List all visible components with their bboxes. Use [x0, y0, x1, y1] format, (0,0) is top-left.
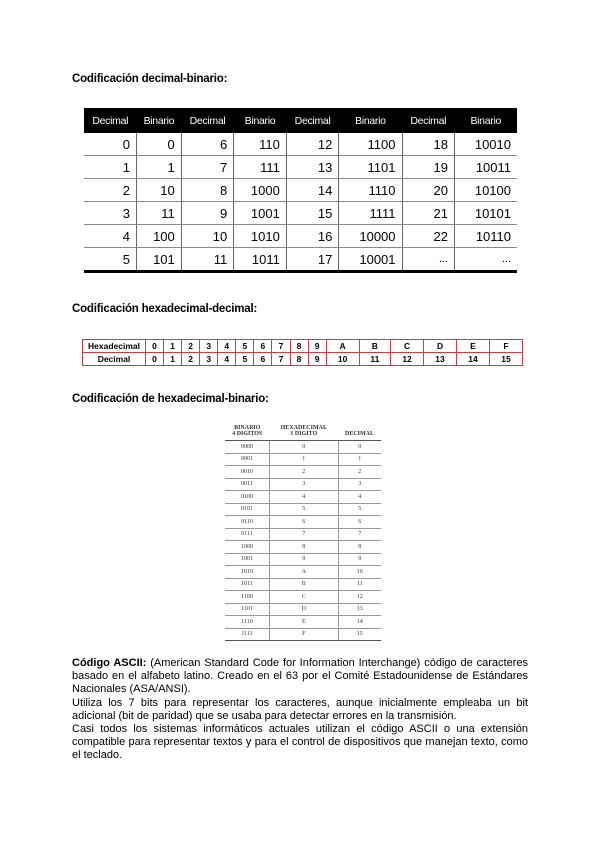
decimal-cell: 12 — [286, 133, 338, 156]
binary-cell: 10 — [136, 179, 181, 202]
hex-cell: 7 — [270, 528, 339, 541]
binary-cell: 1101 — [225, 603, 270, 616]
hex-row — [83, 340, 523, 353]
binary-cell: 1010 — [225, 566, 270, 579]
table-row — [225, 528, 381, 541]
decimal-cell: 11 — [359, 353, 390, 366]
decimal-cell: 0 — [146, 353, 164, 366]
hex-cell: 4 — [270, 491, 339, 504]
table-row — [84, 225, 517, 248]
decimal-cell: 15 — [489, 353, 522, 366]
binary-cell: 1101 — [339, 156, 402, 179]
hex-cell: 3 — [200, 340, 218, 353]
decimal-cell: 7 — [181, 156, 233, 179]
header-decimal: Decimal — [181, 108, 233, 133]
hex-cell: 1 — [270, 453, 339, 466]
decimal-cell: 9 — [338, 553, 381, 566]
hex-cell: D — [270, 603, 339, 616]
binary-cell: 1111 — [225, 628, 270, 641]
decimal-cell: 15 — [338, 628, 381, 641]
decimal-cell: 7 — [272, 353, 290, 366]
ascii-paragraph-2: Utiliza los 7 bits para representar los caracteres, aunque inicialmente empleaba un bit adicional (bit de paridad) que se usaba para detectar errores en la transmisión. — [72, 696, 528, 722]
decimal-cell: 10 — [338, 566, 381, 579]
binary-cell: 10011 — [454, 156, 517, 179]
binary-cell: 10001 — [339, 248, 402, 272]
decimal-binary-header-row — [84, 108, 517, 133]
decimal-row-label: Decimal — [83, 353, 146, 366]
decimal-cell: ... — [402, 248, 454, 272]
table-row — [84, 202, 517, 225]
binary-cell: 100 — [136, 225, 181, 248]
decimal-cell: 21 — [402, 202, 454, 225]
hex-cell: E — [270, 616, 339, 629]
binary-cell: 1001 — [234, 202, 287, 225]
decimal-cell: 19 — [402, 156, 454, 179]
header-binary: Binario — [454, 108, 517, 133]
header-line: 4 DIGITOS — [232, 431, 263, 437]
decimal-cell: 3 — [338, 478, 381, 491]
header-decimal: Decimal — [402, 108, 454, 133]
table-row — [84, 248, 517, 272]
header-line: BINARIO — [234, 425, 261, 431]
hex-cell: 2 — [182, 340, 200, 353]
hex-cell: 9 — [270, 553, 339, 566]
hex-cell: 6 — [270, 516, 339, 529]
binary-cell: 10000 — [339, 225, 402, 248]
binary-cell: 0110 — [225, 516, 270, 529]
table-row — [84, 156, 517, 179]
decimal-cell: 1 — [338, 453, 381, 466]
decimal-row — [83, 353, 523, 366]
hex-cell: B — [359, 340, 390, 353]
binary-cell: 1110 — [339, 179, 402, 202]
table-row — [225, 503, 381, 516]
binary-cell: 10110 — [454, 225, 517, 248]
hex-cell: 8 — [290, 340, 308, 353]
hex-cell: 0 — [270, 441, 339, 454]
hex-cell: E — [457, 340, 490, 353]
binary-cell: 1010 — [234, 225, 287, 248]
decimal-cell: 13 — [286, 156, 338, 179]
hex-cell: 5 — [270, 503, 339, 516]
hex-cell: C — [270, 591, 339, 604]
decimal-cell: 12 — [391, 353, 424, 366]
binary-cell: 0100 — [225, 491, 270, 504]
decimal-cell: 2 — [182, 353, 200, 366]
decimal-cell: 13 — [424, 353, 457, 366]
decimal-cell: 17 — [286, 248, 338, 272]
hex-cell: 8 — [270, 541, 339, 554]
binary-cell: 1 — [136, 156, 181, 179]
decimal-cell: 3 — [84, 202, 136, 225]
table-row — [84, 179, 517, 202]
decimal-cell: 14 — [457, 353, 490, 366]
decimal-cell: 4 — [84, 225, 136, 248]
binary-cell: 0011 — [225, 478, 270, 491]
binary-cell: 0 — [136, 133, 181, 156]
decimal-cell: 0 — [338, 441, 381, 454]
decimal-cell: 6 — [254, 353, 272, 366]
table-row — [225, 553, 381, 566]
decimal-cell: 3 — [200, 353, 218, 366]
hex-cell: C — [391, 340, 424, 353]
decimal-cell: 10 — [326, 353, 359, 366]
ascii-definition: (American Standard Code for Information Interchange) código de caracteres basado en el alfabeto latino. Creado en el 63 por el Comité Estadounidense de Estándares Nacionales (ASA/ANSI). — [72, 657, 528, 696]
binary-cell: ... — [454, 248, 517, 272]
binary-cell: 0111 — [225, 528, 270, 541]
ascii-description — [72, 657, 528, 763]
decimal-cell: 5 — [338, 503, 381, 516]
binary-cell: 1000 — [225, 541, 270, 554]
ascii-paragraph-1 — [72, 657, 528, 697]
table-row — [84, 133, 517, 156]
binary-cell: 10100 — [454, 179, 517, 202]
decimal-cell: 8 — [181, 179, 233, 202]
hex-cell: D — [424, 340, 457, 353]
header-binary: Binario — [234, 108, 287, 133]
binary-hex-decimal-table — [225, 423, 381, 641]
decimal-cell: 12 — [338, 591, 381, 604]
table-row — [225, 541, 381, 554]
hex-cell: 7 — [272, 340, 290, 353]
decimal-cell: 6 — [181, 133, 233, 156]
header-line: HEXADECIMAL — [280, 425, 327, 431]
binary-cell: 1001 — [225, 553, 270, 566]
decimal-cell: 9 — [181, 202, 233, 225]
table-row — [225, 516, 381, 529]
decimal-cell: 6 — [338, 516, 381, 529]
hex-cell: 1 — [164, 340, 182, 353]
decimal-cell: 14 — [286, 179, 338, 202]
hex-cell: B — [270, 578, 339, 591]
binary-cell: 1111 — [339, 202, 402, 225]
binary-cell: 111 — [234, 156, 287, 179]
header-decimal: Decimal — [286, 108, 338, 133]
decimal-binary-table — [84, 108, 517, 273]
binary-cell: 1110 — [225, 616, 270, 629]
binary-cell: 110 — [234, 133, 287, 156]
decimal-cell: 5 — [84, 248, 136, 272]
ascii-term: Código ASCII: — [72, 657, 147, 669]
table-row — [225, 603, 381, 616]
header-decimal — [338, 423, 381, 441]
hex-cell: 0 — [146, 340, 164, 353]
header-hexadecimal-1-digito — [270, 423, 339, 441]
decimal-cell: 10 — [181, 225, 233, 248]
table-row — [225, 491, 381, 504]
hex-row-label: Hexadecimal — [83, 340, 146, 353]
binary-cell: 11 — [136, 202, 181, 225]
decimal-cell: 11 — [338, 578, 381, 591]
table-row — [225, 466, 381, 479]
header-binario-4-digitos — [225, 423, 270, 441]
decimal-cell: 22 — [402, 225, 454, 248]
decimal-cell: 9 — [308, 353, 326, 366]
decimal-cell: 5 — [236, 353, 254, 366]
decimal-cell: 11 — [181, 248, 233, 272]
binary-cell: 0010 — [225, 466, 270, 479]
table-row — [225, 628, 381, 641]
hex-cell: 9 — [308, 340, 326, 353]
hex-cell: F — [270, 628, 339, 641]
hex-cell: 3 — [270, 478, 339, 491]
header-binary: Binario — [339, 108, 402, 133]
binary-cell: 1100 — [339, 133, 402, 156]
table-row — [225, 566, 381, 579]
heading-hex-decimal: Codificación hexadecimal-decimal: — [72, 303, 258, 315]
table-row — [225, 616, 381, 629]
decimal-cell: 0 — [84, 133, 136, 156]
table-row — [225, 453, 381, 466]
decimal-cell: 18 — [402, 133, 454, 156]
decimal-cell: 8 — [290, 353, 308, 366]
decimal-cell: 15 — [286, 202, 338, 225]
binary-cell: 1011 — [234, 248, 287, 272]
hex-cell: A — [326, 340, 359, 353]
hex-cell: 6 — [254, 340, 272, 353]
bhd-header-row — [225, 423, 381, 441]
binary-cell: 1100 — [225, 591, 270, 604]
table-row — [225, 578, 381, 591]
binary-cell: 0000 — [225, 441, 270, 454]
table-row — [225, 441, 381, 454]
ascii-paragraph-3: Casi todos los sistemas informáticos actuales utilizan el código ASCII o una extensión compatible para representar textos y para el control de dispositivos que manejan texto, como el teclado. — [72, 723, 528, 762]
table-row — [225, 478, 381, 491]
heading-hex-binary: Codificación de hexadecimal-binario: — [72, 393, 269, 405]
heading-decimal-binary: Codificación decimal-binario: — [72, 73, 228, 85]
hex-cell: 4 — [218, 340, 236, 353]
hex-decimal-table — [82, 339, 523, 366]
binary-cell: 10010 — [454, 133, 517, 156]
header-decimal: Decimal — [84, 108, 136, 133]
decimal-cell: 14 — [338, 616, 381, 629]
header-binary: Binario — [136, 108, 181, 133]
header-line: 1 DIGITO — [290, 431, 318, 437]
binary-cell: 1011 — [225, 578, 270, 591]
decimal-cell: 2 — [338, 466, 381, 479]
decimal-cell: 4 — [338, 491, 381, 504]
table-row — [225, 591, 381, 604]
binary-cell: 1000 — [234, 179, 287, 202]
decimal-cell: 13 — [338, 603, 381, 616]
decimal-cell: 8 — [338, 541, 381, 554]
decimal-cell: 1 — [164, 353, 182, 366]
decimal-cell: 2 — [84, 179, 136, 202]
binary-cell: 10101 — [454, 202, 517, 225]
decimal-cell: 16 — [286, 225, 338, 248]
decimal-cell: 7 — [338, 528, 381, 541]
binary-cell: 101 — [136, 248, 181, 272]
decimal-cell: 20 — [402, 179, 454, 202]
binary-cell: 0101 — [225, 503, 270, 516]
decimal-cell: 4 — [218, 353, 236, 366]
header-line: DECIMAL — [345, 431, 375, 437]
hex-cell: A — [270, 566, 339, 579]
hex-cell: F — [489, 340, 522, 353]
hex-cell: 2 — [270, 466, 339, 479]
hex-cell: 5 — [236, 340, 254, 353]
decimal-cell: 1 — [84, 156, 136, 179]
binary-cell: 0001 — [225, 453, 270, 466]
